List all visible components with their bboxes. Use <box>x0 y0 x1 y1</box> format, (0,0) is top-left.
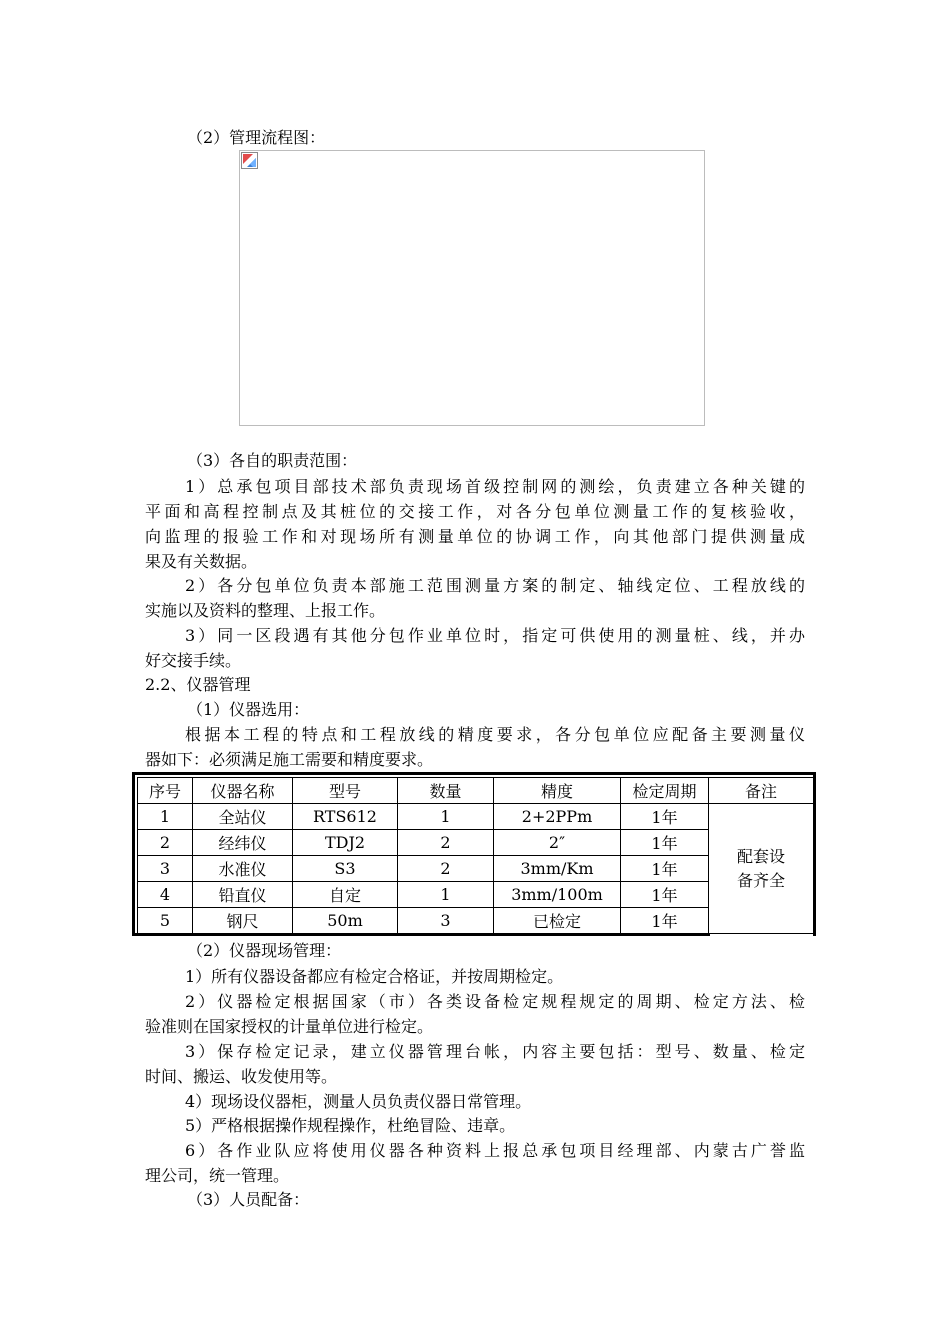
header-cell: 序号 <box>138 778 193 804</box>
cell-qty: 1 <box>398 804 494 830</box>
text-line: 时间、搬运、收发使用等。 <box>145 1067 338 1086</box>
header-cell: 备注 <box>709 778 814 804</box>
site-item-1 <box>145 964 805 989</box>
section-staff-heading: （3）人员配备： <box>187 1190 310 1209</box>
cell-index: 2 <box>138 830 193 856</box>
text-line: 平面和高程控制点及其桩位的交接工作，对各分包单位测量工作的复核验收， <box>145 502 805 521</box>
cell-accuracy: 已检定 <box>494 908 621 934</box>
duty-paragraph-3 <box>145 623 805 673</box>
duty-paragraph-2 <box>145 573 805 623</box>
cell-accuracy: 2″ <box>494 830 621 856</box>
instrument-table-wrapper <box>132 772 818 937</box>
text-line: 向监理的报验工作和对现场所有测量单位的协调工作，向其他部门提供测量成 <box>145 527 805 546</box>
site-item-6 <box>145 1138 805 1188</box>
text-line: 果及有关数据。 <box>145 552 258 571</box>
cell-index: 4 <box>138 882 193 908</box>
text-line: 4）现场设仪器柜，测量人员负责仪器日常管理。 <box>185 1092 532 1111</box>
text-line: 好交接手续。 <box>145 651 242 670</box>
cell-qty: 2 <box>398 856 494 882</box>
header-cell: 型号 <box>293 778 398 804</box>
cell-index: 1 <box>138 804 193 830</box>
site-item-2 <box>145 989 805 1039</box>
table-row <box>138 804 814 830</box>
heading-instrument-management: 2.2、仪器管理 <box>145 675 251 694</box>
cell-period: 1年 <box>621 908 709 934</box>
text-line: 2）仪器检定根据国家（市）各类设备检定规程规定的周期、检定方法、检 <box>185 992 805 1011</box>
cell-period: 1年 <box>621 804 709 830</box>
table-header-row <box>138 778 814 804</box>
cell-index: 3 <box>138 856 193 882</box>
cell-period: 1年 <box>621 882 709 908</box>
cell-name: 水准仪 <box>193 856 293 882</box>
section-site-heading: （2）仪器现场管理： <box>187 941 342 960</box>
text-line: 器如下：必须满足施工需要和精度要求。 <box>145 750 434 769</box>
cell-name: 经纬仪 <box>193 830 293 856</box>
text-line: 3）保存检定记录，建立仪器管理台帐，内容主要包括：型号、数量、检定 <box>185 1042 805 1061</box>
cell-model: 自定 <box>293 882 398 908</box>
text-line: 3）同一区段遇有其他分包作业单位时，指定可供使用的测量桩、线，并办 <box>185 626 805 645</box>
cell-period: 1年 <box>621 856 709 882</box>
site-item-3 <box>145 1039 805 1089</box>
text-line: 5）严格根据操作规程操作，杜绝冒险、违章。 <box>185 1116 516 1135</box>
broken-image-icon <box>241 152 258 169</box>
cell-qty: 2 <box>398 830 494 856</box>
header-cell: 检定周期 <box>621 778 709 804</box>
text-line: 1）所有仪器设备都应有检定合格证，并按周期检定。 <box>185 967 564 986</box>
site-item-5 <box>145 1113 805 1138</box>
cell-accuracy: 3mm/Km <box>494 856 621 882</box>
cell-model: TDJ2 <box>293 830 398 856</box>
cell-accuracy: 2+2PPm <box>494 804 621 830</box>
section-duties-heading: （3）各自的职责范围： <box>187 451 358 470</box>
header-cell: 精度 <box>494 778 621 804</box>
text-line: 验准则在国家授权的计量单位进行检定。 <box>145 1017 434 1036</box>
section-flow-heading: （2）管理流程图： <box>187 128 326 147</box>
remark-line: 配套设 <box>736 846 785 866</box>
text-line: 1）总承包项目部技术部负责现场首级控制网的测绘，负责建立各种关键的 <box>185 477 805 496</box>
remark-line: 备齐全 <box>736 870 785 890</box>
cell-qty: 1 <box>398 882 494 908</box>
cell-name: 全站仪 <box>193 804 293 830</box>
text-line: 理公司，统一管理。 <box>145 1166 290 1185</box>
duty-paragraph-1 <box>145 474 805 574</box>
text-line: 实施以及资料的整理、上报工作。 <box>145 601 386 620</box>
site-item-4 <box>145 1089 805 1114</box>
cell-name: 铅直仪 <box>193 882 293 908</box>
cell-accuracy: 3mm/100m <box>494 882 621 908</box>
text-line: 2）各分包单位负责本部施工范围测量方案的制定、轴线定位、工程放线的 <box>185 576 805 595</box>
flowchart-image-placeholder <box>239 150 705 426</box>
section-selection-heading: （1）仪器选用： <box>187 700 310 719</box>
cell-model: RTS612 <box>293 804 398 830</box>
cell-period: 1年 <box>621 830 709 856</box>
cell-model: 50m <box>293 908 398 934</box>
cell-qty: 3 <box>398 908 494 934</box>
cell-name: 钢尺 <box>193 908 293 934</box>
text-line: 6）各作业队应将使用仪器各种资料上报总承包项目经理部、内蒙古广誉监 <box>185 1141 805 1160</box>
selection-paragraph <box>145 722 805 772</box>
header-cell: 数量 <box>398 778 494 804</box>
cell-model: S3 <box>293 856 398 882</box>
cell-remark <box>709 804 814 934</box>
text-line: 根据本工程的特点和工程放线的精度要求，各分包单位应配备主要测量仪 <box>185 725 805 744</box>
instrument-table <box>137 777 814 934</box>
header-cell: 仪器名称 <box>193 778 293 804</box>
cell-index: 5 <box>138 908 193 934</box>
